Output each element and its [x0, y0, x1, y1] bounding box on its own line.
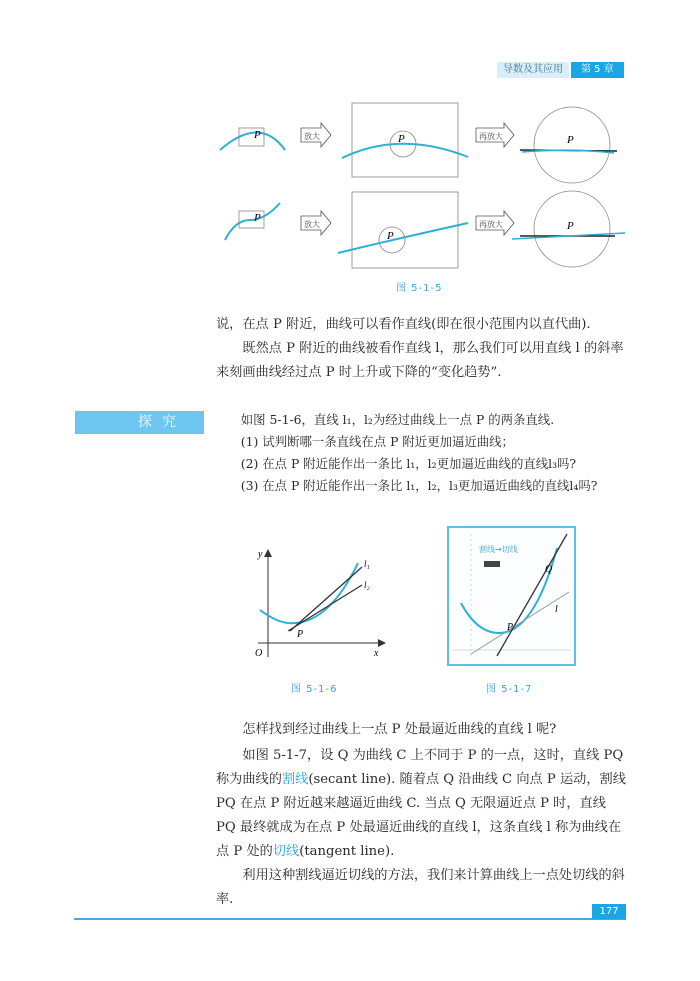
page-number: 177	[592, 904, 626, 919]
explore-questions	[216, 409, 628, 497]
explore-question: (3) 在点 P 附近能作出一条比 l₁，l₂，l₃更加逼近曲线的直线l₄吗?	[240, 478, 598, 493]
svg-text:再放大: 再放大	[479, 132, 503, 141]
applet-title: 割线→切线	[479, 545, 518, 554]
svg-text:y: y	[258, 549, 263, 560]
paragraph: 说，在点 P 附近，曲线可以看作直线(即在很小范围内以直代曲).	[216, 317, 591, 332]
footer-divider	[74, 918, 626, 920]
tangent-term: 切线	[272, 844, 300, 859]
secant-term: 割线	[281, 772, 309, 787]
explore-intro: 如图 5-1-6，直线 l₁，l₂为经过曲线上一点 P 的两条直线.	[240, 412, 555, 427]
svg-text:P: P	[567, 220, 574, 232]
body-text-2	[216, 718, 626, 912]
figure-caption: 图 5-1-7	[486, 684, 533, 695]
svg-text:P: P	[254, 129, 261, 141]
svg-text:放大: 放大	[304, 220, 320, 229]
svg-text:P: P	[297, 629, 304, 640]
body-text-1	[216, 313, 626, 385]
zoom-arrow-icon	[301, 211, 331, 235]
zoom-again-arrow-icon	[476, 123, 514, 147]
zoom-arrow-icon	[301, 123, 331, 147]
svg-text:O: O	[255, 648, 263, 659]
paragraph: 利用这种割线逼近切线的方法，我们来计算曲线上一点处切线的斜率.	[216, 868, 625, 907]
paragraph: 既然点 P 附近的曲线被看作直线 l，那么我们可以用直线 l 的斜率来刻画曲线经过点 P 时上升或下降的“变化趋势”.	[216, 341, 624, 380]
figure-5-1-6	[250, 545, 390, 674]
svg-text:放大: 放大	[304, 132, 320, 141]
figure-caption: 图 5-1-6	[291, 684, 338, 695]
svg-text:l₁: l₁	[364, 559, 370, 569]
running-header	[497, 62, 624, 78]
demo-button	[484, 561, 500, 567]
zoom-again-arrow-icon	[476, 211, 514, 235]
figure-5-1-5	[200, 95, 630, 299]
svg-text:P: P	[567, 134, 574, 146]
svg-text:x: x	[374, 648, 379, 659]
zoom-diagram	[200, 95, 630, 295]
svg-text:P: P	[507, 622, 514, 633]
svg-text:再放大: 再放大	[479, 220, 503, 229]
explore-question: (1) 试判断哪一条直线在点 P 附近更加逼近曲线；	[240, 434, 514, 449]
paragraph: 怎样找到经过曲线上一点 P 处最逼近曲线的直线 l 呢?	[242, 722, 557, 737]
svg-text:P: P	[254, 212, 261, 224]
svg-text:P: P	[398, 133, 405, 145]
paragraph: 如图 5-1-7，设 Q 为曲线 C 上不同于 P 的一点，这时，直线 PQ 称为曲线的割线(secant line). 随着点 Q 沿曲线 C 向点 P 运动，割线 PQ 在点 P 附近越来越逼近曲线 C. 当点 Q 无限逼近点 P 时，直线 PQ 最终就成为在点 P 处最逼近曲线的直线 l，这条直线 l 称为曲线在点 P 处的切线(tangent line).	[216, 748, 626, 859]
figure-5-1-7	[447, 526, 576, 666]
svg-text:Q: Q	[545, 564, 553, 575]
svg-text:l₂: l₂	[364, 580, 370, 590]
svg-text:P: P	[387, 230, 394, 242]
book-title: 导数及其应用	[497, 62, 569, 78]
svg-text:l: l	[555, 604, 558, 615]
chapter-badge: 第 5 章	[571, 62, 624, 78]
explore-question: (2) 在点 P 附近能作出一条比 l₁，l₂更加逼近曲线的直线l₃吗?	[240, 456, 577, 471]
explore-tag: 探究	[75, 411, 204, 434]
figure-caption: 图 5-1-5	[396, 283, 443, 294]
